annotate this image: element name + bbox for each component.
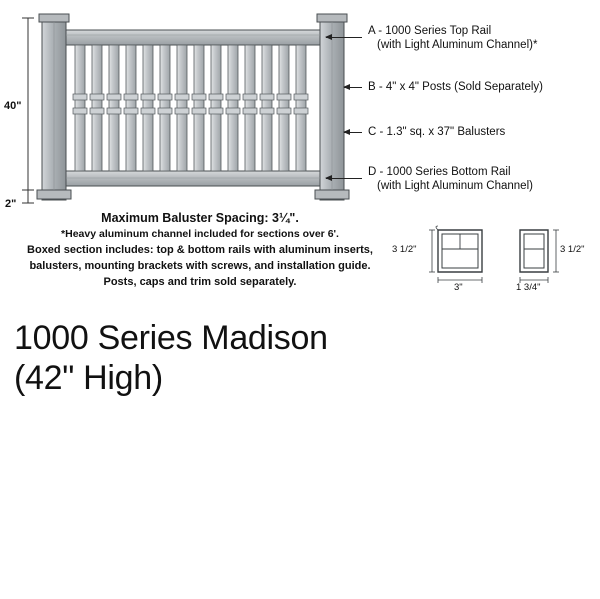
bottom-rail-profile-width-label: 1 3/4" bbox=[516, 282, 541, 293]
callout-b-line1: B - 4" x 4" Posts (Sold Separately) bbox=[368, 81, 543, 93]
callout-a-line2: (with Light Aluminum Channel)* bbox=[377, 39, 538, 51]
railing-illustration bbox=[4, 8, 360, 210]
baluster bbox=[73, 45, 87, 171]
callout-arrow-d bbox=[326, 178, 362, 179]
callout-c-line1: C - 1.3" sq. x 37" Balusters bbox=[368, 126, 506, 138]
product-title bbox=[14, 318, 328, 398]
baluster bbox=[226, 45, 240, 171]
baluster bbox=[294, 45, 308, 171]
baluster bbox=[192, 45, 206, 171]
bottom-rail-profile-shape bbox=[520, 230, 559, 283]
baluster bbox=[175, 45, 189, 171]
height-dimension bbox=[22, 18, 34, 190]
baluster bbox=[141, 45, 155, 171]
base-dimension bbox=[22, 190, 34, 203]
product-title-line1: 1000 Series Madison bbox=[14, 319, 328, 357]
callout-arrow-c bbox=[344, 132, 362, 133]
callout-c bbox=[368, 125, 505, 139]
baluster bbox=[158, 45, 172, 171]
callout-d-line2: (with Light Aluminum Channel) bbox=[377, 180, 533, 192]
spec-line-2: *Heavy aluminum channel included for sections over 6'. bbox=[61, 228, 339, 240]
callout-d bbox=[368, 165, 533, 193]
callout-arrow-b bbox=[344, 87, 362, 88]
top-rail-profile-height-label: 3 1/2" bbox=[392, 244, 417, 255]
baluster bbox=[107, 45, 121, 171]
baluster bbox=[90, 45, 104, 171]
callout-a-line1: A - 1000 Series Top Rail bbox=[368, 25, 492, 37]
top-rail-profile-shape bbox=[429, 226, 482, 283]
baluster bbox=[260, 45, 274, 171]
baluster bbox=[124, 45, 138, 171]
baluster bbox=[277, 45, 291, 171]
bottom-rail bbox=[66, 171, 320, 186]
product-title-line2: (42" High) bbox=[14, 359, 163, 397]
spec-line-3: Boxed section includes: top & bottom rails with aluminum inserts, bbox=[27, 244, 373, 256]
callout-arrow-a bbox=[326, 37, 362, 38]
callout-d-line1: D - 1000 Series Bottom Rail bbox=[368, 166, 511, 178]
profiles-svg bbox=[420, 218, 590, 310]
spec-line-4: balusters, mounting brackets with screws, and installation guide. bbox=[29, 260, 371, 272]
baluster bbox=[243, 45, 257, 171]
spec-line-1: Maximum Baluster Spacing: 3¼". bbox=[101, 211, 299, 225]
baluster-group bbox=[73, 45, 308, 171]
spec-line-5: Posts, caps and trim sold separately. bbox=[103, 276, 297, 288]
rail-profile-diagrams bbox=[392, 218, 590, 308]
top-rail-profile-width-label: 3" bbox=[454, 282, 463, 293]
callout-a bbox=[368, 24, 537, 52]
spec-block bbox=[10, 210, 390, 290]
baluster bbox=[209, 45, 223, 171]
base-dimension-label: 2" bbox=[5, 198, 17, 210]
height-dimension-label: 40" bbox=[4, 100, 22, 112]
top-rail bbox=[66, 30, 320, 45]
bottom-rail-profile-height-label: 3 1/2" bbox=[560, 244, 585, 255]
callout-b bbox=[368, 80, 543, 94]
railing-svg bbox=[20, 8, 360, 208]
